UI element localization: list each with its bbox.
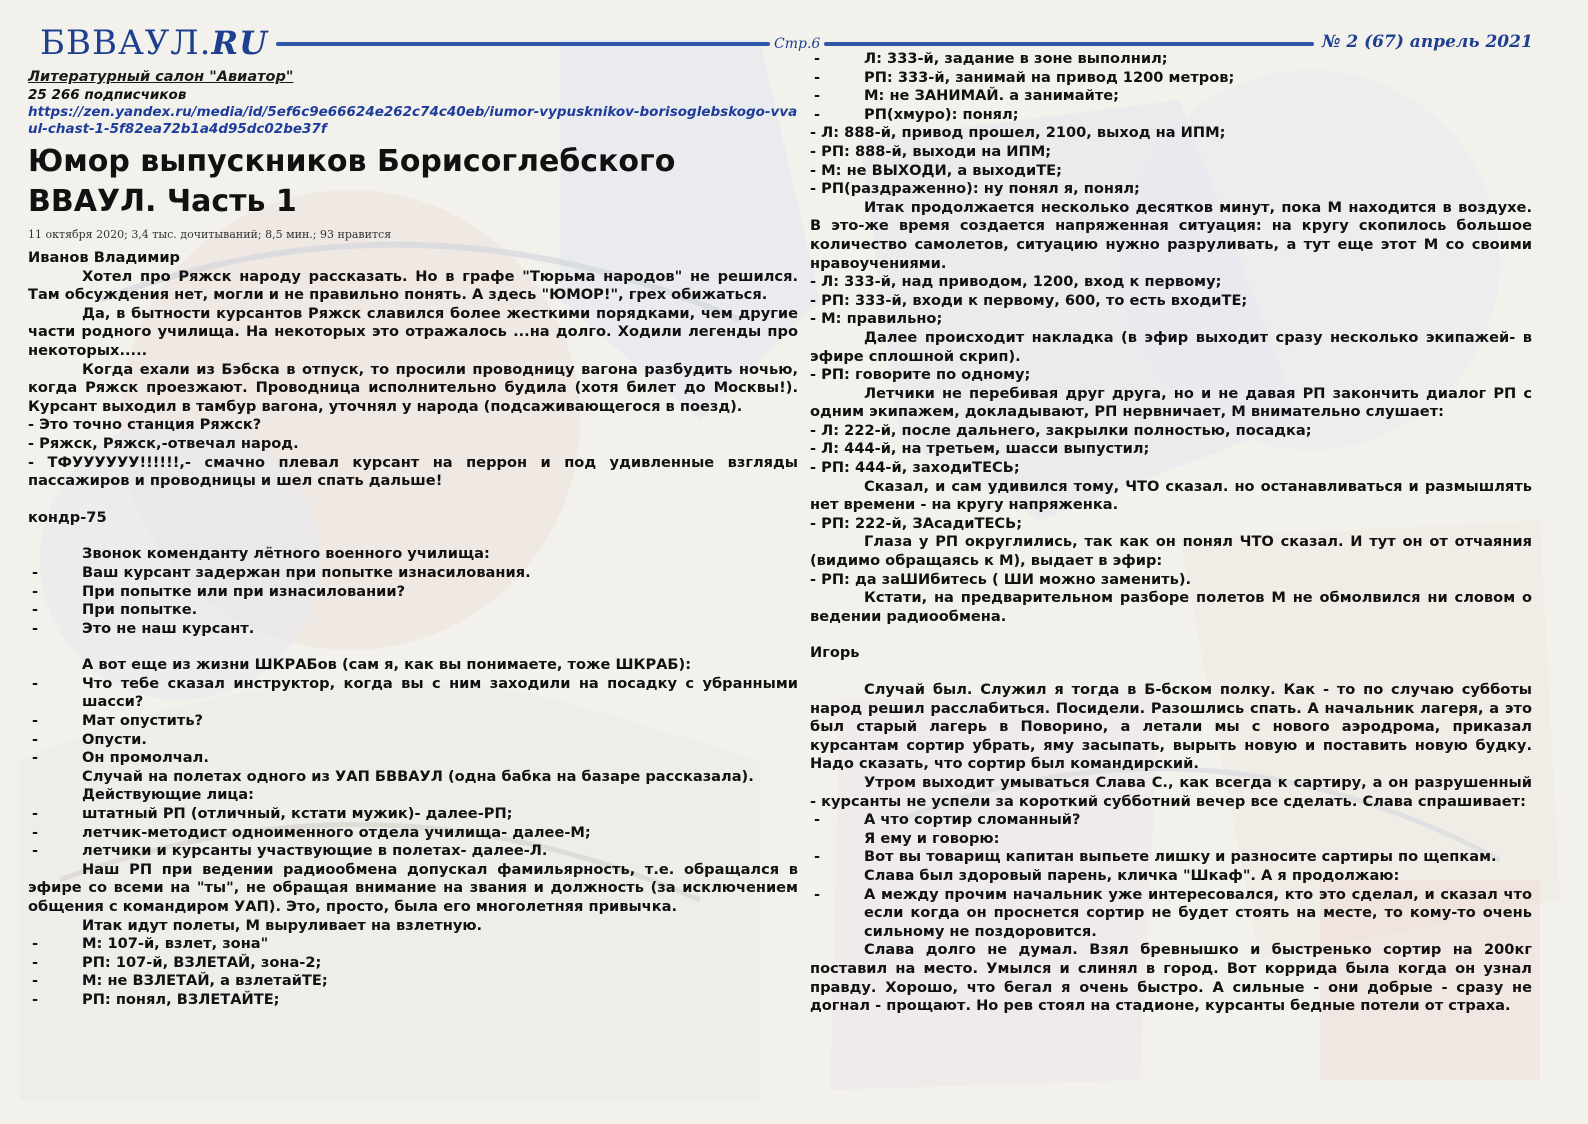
left-article-body [28, 249, 798, 1010]
paragraph: Итак идут полеты, М выруливает на взлетную. [82, 916, 483, 934]
paragraph: Кстати, на предварительном разборе полетов М не обмолвился ни словом о ведении радиообмена. [810, 589, 1532, 625]
subscriber-count: 25 266 подписчиков [28, 87, 187, 103]
paragraph: Иванов Владимир [28, 249, 180, 266]
paragraph: - Л: 444-й, на третьем, шасси выпустил; [810, 440, 1150, 458]
paragraph: Я ему и говорю: [864, 829, 1000, 847]
salon-link[interactable]: Литературный салон "Авиатор" [28, 69, 294, 85]
paragraph: - ТФУУУУУУ!!!!!!,- смачно плевал курсант на перрон и под удивленные взгляды пассажиров и проводницы и шел спать дальше! [28, 453, 798, 490]
paragraph: - РП(раздраженно): ну понял я, понял; [810, 180, 1140, 198]
paragraph: - Что тебе сказал инструктор, когда вы с ним заходили на посадку с убранными шасси? [28, 675, 798, 712]
paragraph: - РП: 444-й, заходиТЕСЬ; [810, 459, 1020, 477]
paragraph: - Л: 333-й, задание в зоне выполнил; [810, 50, 1532, 69]
paragraph: Итак продолжается несколько десятков минут, пока М находится в воздухе. В это-же время создается напряженная ситуация: на кругу скопилось большое количество самолетов, ситуацию нужно разруливать, а тут еще этот М со своими нравоучениями. [810, 198, 1532, 272]
paragraph: Случай на полетах одного из УАП БВВАУЛ (одна бабка на базаре рассказала). [82, 767, 754, 785]
paragraph: - РП: 333-й, занимай на привод 1200 метров; [810, 69, 1532, 88]
paragraph: - Ряжск, Ряжск,-отвечал народ. [28, 434, 299, 452]
page-number: Стр.6 [774, 36, 821, 52]
paragraph: - М: 107-й, взлет, зона" [28, 935, 798, 954]
paragraph: - штатный РП (отличный, кстати мужик)- далее-РП; [28, 805, 798, 824]
paragraph: - При попытке или при изнасиловании? [28, 583, 798, 602]
paragraph: - РП: 107-й, ВЗЛЕТАЙ, зона-2; [28, 954, 798, 973]
logo-suffix: RU [211, 24, 268, 62]
paragraph: А вот еще из жизни ШКРАБов (сам я, как вы понимаете, тоже ШКРАБ): [82, 656, 692, 674]
paragraph: - Л: 888-й, привод прошел, 2100, выход на ИПМ; [810, 124, 1226, 142]
paragraph: - РП: 222-й, ЗАсадиТЕСЬ; [810, 514, 1023, 532]
paragraph: - М: не ЗАНИМАЙ. а занимайте; [810, 87, 1532, 106]
paragraph: Да, в бытности курсантов Ряжск славился более жесткими порядками, чем другие части родного училища. На некоторых это отражалось ...на долго. Ходили легенды про некоторых..... [28, 304, 798, 359]
paragraph: Далее происходит накладка (в эфир выходит сразу несколько экипажей- в эфире сплошной скрип). [810, 328, 1532, 365]
paragraph: - РП: говорите по одному; [810, 366, 1031, 384]
left-column [28, 68, 798, 1010]
paragraph: - Вот вы товарищ капитан выпьете лишку и разносите сартиры по щепкам. [810, 848, 1532, 867]
paragraph: - Л: 222-й, после дальнего, закрылки полностью, посадка; [810, 421, 1312, 439]
paragraph: Утром выходит умываться Слава С., как всегда к сартиру, а он разрушенный - курсанты не успели за короткий субботний вечер все сделать. Слава спрашивает: [810, 773, 1532, 810]
paragraph: Сказал, и сам удивился тому, ЧТО сказал. но останавливаться и размышлять нет времени - на кругу напряженка. [810, 477, 1532, 514]
logo-main: БВВАУЛ. [40, 23, 212, 63]
paragraph: - Опусти. [28, 731, 798, 750]
paragraph: кондр-75 [28, 508, 107, 526]
paragraph: Слава был здоровый парень, кличка "Шкаф". А я продолжаю: [864, 866, 1400, 884]
paragraph: - М: правильно; [810, 310, 943, 328]
header-rule-left [276, 42, 770, 46]
paragraph: - При попытке. [28, 601, 798, 620]
right-column [810, 50, 1532, 1016]
paragraph: Слава долго не думал. Взял бревнышко и быстренько сортир на 200кг поставил на место. Умылся и слинял в город. Вот коррида была когда он узнал правду. Хорошо, что бегал я очень быстро. А сильные - они добрые - сразу не догнал - прощают. Но рев стоял на стадионе, курсанты бедные потели от страха. [810, 941, 1532, 1015]
paragraph: - Мат опустить? [28, 712, 798, 731]
paragraph: Когда ехали из Бэбска в отпуск, то просили проводницу вагона разбудить ночью, когда Ряжск проезжают. Проводница исполнительно будила (хотя билет до Москвы!). Курсант выходил в тамбур вагона, уточнял у народа (подсаживающегося в поезд). [28, 360, 798, 415]
paragraph: - РП: 333-й, входи к первому, 600, то есть входиТЕ; [810, 291, 1248, 309]
paragraph: Летчики не перебивая друг друга, но и не давая РП закончить диалог РП с одним экипажем, докладывают, РП нервничает, М внимательно слушает: [810, 384, 1532, 421]
source-url[interactable]: https://zen.yandex.ru/media/id/5ef6c9e66624e262c74c40eb/iumor-vypusknikov-borisoglebskogo-vvaul-chast-1-5f82ea72b1a4d95dc02be37f [28, 104, 798, 137]
issue-label: № 2 (67) апрель 2021 [1322, 32, 1533, 52]
paragraph: - летчик-методист одноименного отдела училища- далее-М; [28, 824, 798, 843]
article-title: Юмор выпускников Борисоглебского ВВАУЛ. Часть 1 [28, 144, 676, 219]
paragraph: Звонок коменданту лётного военного училища: [82, 545, 490, 563]
paragraph: Хотел про Ряжск народу рассказать. Но в графе "Тюрьма народов" не решился. Там обсуждения нет, могли и не правильно понять. А здесь "ЮМОР!", грех обижаться. [28, 267, 798, 304]
paragraph: Игорь [810, 644, 860, 662]
paragraph: - А между прочим начальник уже интересовался, кто это сделал, и сказал что если когда он проснется сортир не будет стоять на месте, то кому-то очень сильному не поздоровится. [810, 886, 1532, 942]
paragraph: - А что сортир сломанный? [810, 811, 1532, 830]
paragraph: - Это точно станция Ряжск? [28, 416, 262, 434]
paragraph: Действующие лица: [82, 786, 254, 804]
paragraph: - РП: да заШИбитесь ( ШИ можно заменить). [810, 570, 1192, 588]
paragraph: Глаза у РП округлились, так как он понял ЧТО сказал. И тут он от отчаяния (видимо обращаясь к М), выдает в эфир: [810, 533, 1532, 570]
paragraph: - Он промолчал. [28, 749, 798, 768]
paragraph: - РП: понял, ВЗЛЕТАЙТЕ; [28, 991, 798, 1010]
paragraph: - М: не ВЗЛЕТАЙ, а взлетайТЕ; [28, 972, 798, 991]
paragraph: Случай был. Служил я тогда в Б-бском полку. Как - то по случаю субботы народ решил расслабиться. Посидели. Разошлись спать. А начальник лагеря, а это был старый лагерь в Поворино, а летали мы с нового аэродрома, приказал курсантам сортир убрать, яму засыпать, вырыть новую и поставить новую будку. Надо сказать, что сортир был командирский. [810, 681, 1532, 773]
paragraph: - РП: 888-й, выходи на ИПМ; [810, 142, 1052, 160]
paragraph: - летчики и курсанты участвующие в полетах- далее-Л. [28, 842, 798, 861]
article-meta: 11 октября 2020; 3,4 тыс. дочитываний; 8,5 мин.; 93 нравится [28, 228, 392, 241]
paragraph: - Л: 333-й, над приводом, 1200, вход к первому; [810, 273, 1222, 291]
paragraph: - М: не ВЫХОДИ, а выходиТЕ; [810, 161, 1062, 179]
paragraph: - Это не наш курсант. [28, 620, 798, 639]
paragraph: - Ваш курсант задержан при попытке изнасилования. [28, 564, 798, 583]
paragraph: Наш РП при ведении радиообмена допускал фамильярность, т.е. обращался в эфире со всеми на "ты", не обращая внимание на звания и должность (за исключением общения с командиром УАП). Это, просто, была его многолетняя привычка. [28, 860, 798, 915]
site-logo [40, 24, 268, 62]
right-article-body [810, 50, 1532, 1016]
paragraph: - РП(хмуро): понял; [810, 106, 1532, 125]
header-rule-right [824, 42, 1314, 46]
